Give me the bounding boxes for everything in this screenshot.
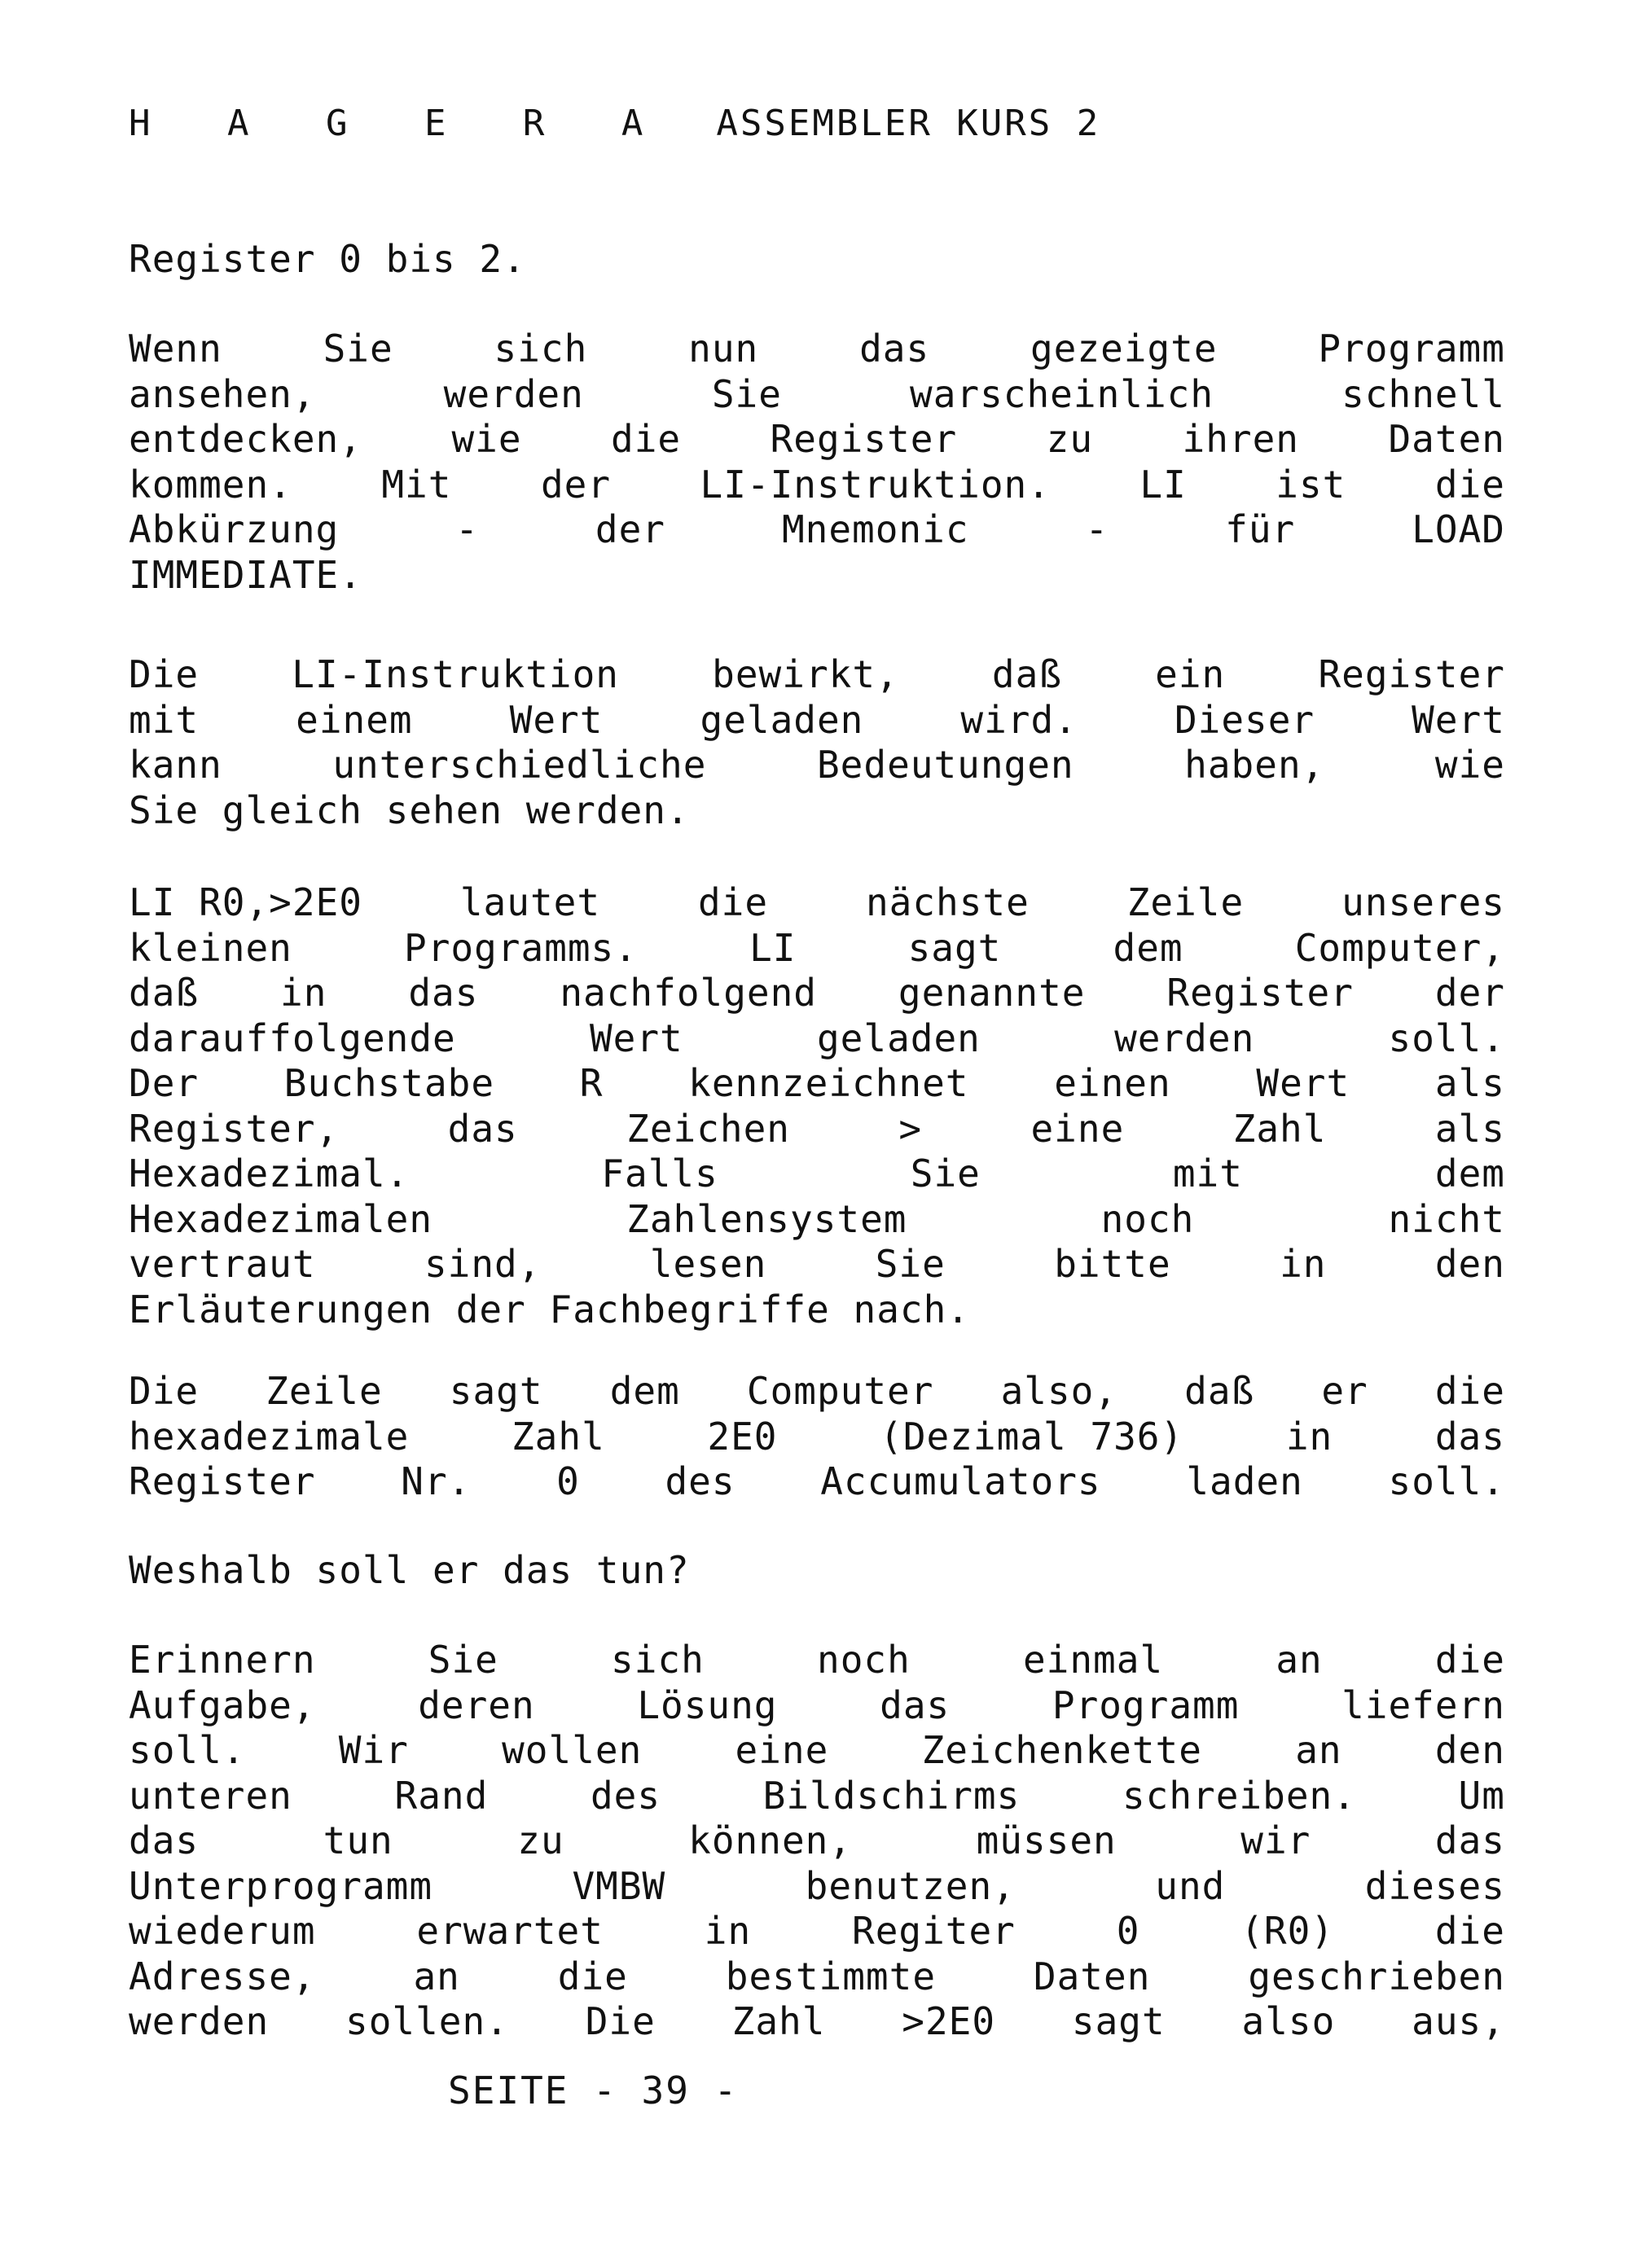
- word: wollen: [502, 1728, 643, 1772]
- word: noch: [817, 1638, 911, 1682]
- text-line: [129, 552, 1505, 598]
- word: (Dezimal 736): [880, 1415, 1184, 1459]
- word: nächste: [865, 880, 1030, 924]
- word: Wert: [509, 698, 604, 742]
- word: Computer: [746, 1369, 934, 1413]
- word: Die: [129, 652, 200, 696]
- word: 2E0: [707, 1415, 778, 1459]
- text-line: [129, 787, 1505, 833]
- word: für: [1225, 507, 1296, 551]
- text-line: [129, 1241, 1505, 1287]
- word: der: [1434, 971, 1505, 1015]
- word: Weshalb soll er das tun?: [129, 1548, 690, 1592]
- text-line: [129, 326, 1505, 371]
- word: wiederum: [129, 1909, 316, 1953]
- text-line: [129, 507, 1505, 552]
- word: Wert: [1256, 1061, 1350, 1105]
- text-line: [129, 1287, 1505, 1332]
- word: deren: [418, 1683, 535, 1727]
- text-line: [129, 1151, 1505, 1196]
- word: werden: [129, 1999, 270, 2043]
- word: genannte: [898, 971, 1086, 1015]
- word: -: [455, 507, 479, 551]
- word: Zeichen: [626, 1107, 790, 1151]
- word: wir: [1240, 1818, 1311, 1862]
- word: >: [898, 1107, 923, 1151]
- text-line: [129, 1459, 1505, 1504]
- word: bewirkt,: [712, 652, 899, 696]
- word: tun: [323, 1818, 393, 1862]
- word: das: [859, 327, 930, 371]
- text-line: [129, 371, 1505, 417]
- word: liefern: [1341, 1683, 1505, 1727]
- word: warscheinlich: [910, 372, 1214, 416]
- word: kennzeichnet: [688, 1061, 969, 1105]
- word: Mit: [381, 463, 452, 507]
- word: Aufgabe,: [129, 1683, 316, 1727]
- word: Zahlensystem: [626, 1197, 907, 1241]
- word: Erinnern: [129, 1638, 316, 1682]
- word: Zahl: [731, 1999, 826, 2043]
- word: geladen: [700, 698, 864, 742]
- word: Sie: [711, 372, 782, 416]
- word: Sie: [428, 1638, 498, 1682]
- word: sich: [611, 1638, 705, 1682]
- word: schnell: [1341, 372, 1505, 416]
- word: Register: [129, 1459, 316, 1503]
- word: dieses: [1364, 1864, 1505, 1908]
- text-line: [129, 925, 1505, 971]
- text-line: [129, 1106, 1505, 1152]
- word: in: [280, 971, 327, 1015]
- word: in: [704, 1909, 752, 1953]
- text-line: [129, 1368, 1505, 1414]
- word: also,: [1000, 1369, 1118, 1413]
- word: die: [557, 1954, 628, 1998]
- word: nachfolgend: [560, 971, 817, 1015]
- word: und: [1155, 1864, 1226, 1908]
- word: an: [1276, 1638, 1323, 1682]
- word: werden: [1114, 1016, 1255, 1060]
- word: LI: [749, 926, 797, 970]
- word: das: [408, 971, 479, 1015]
- word: Zahl: [511, 1415, 605, 1459]
- word: erwartet: [416, 1909, 604, 1953]
- word: können,: [688, 1818, 853, 1862]
- word: (R0): [1240, 1909, 1335, 1953]
- word: Die: [585, 1999, 656, 2043]
- text-line: [129, 1637, 1505, 1682]
- word: Mnemonic: [781, 507, 969, 551]
- word: Programms.: [404, 926, 638, 970]
- text-line: [129, 697, 1505, 743]
- word: daß: [991, 652, 1062, 696]
- text-line: [129, 416, 1505, 462]
- word: soll.: [1388, 1459, 1505, 1503]
- word: sagt: [1071, 1999, 1166, 2043]
- word: Zeichenkette: [921, 1728, 1202, 1772]
- word: des: [665, 1459, 735, 1503]
- word: Wir: [338, 1728, 409, 1772]
- word: einen: [1054, 1061, 1171, 1105]
- page-header: [129, 103, 1100, 144]
- word: unteren: [129, 1774, 292, 1818]
- word: sind,: [424, 1242, 542, 1286]
- word: ist: [1276, 463, 1346, 507]
- word: LOAD: [1412, 507, 1505, 551]
- word: haben,: [1184, 743, 1325, 787]
- word: Buchstabe: [283, 1061, 495, 1105]
- word: geladen: [816, 1016, 981, 1060]
- text-line: [129, 1060, 1505, 1106]
- word: LI-Instruktion.: [700, 463, 1051, 507]
- header-course-title: ASSEMBLER KURS 2: [716, 103, 1101, 144]
- word: Programm: [1318, 327, 1505, 371]
- word: das: [1434, 1818, 1505, 1862]
- word: Zeile: [1126, 880, 1245, 924]
- word: wird.: [960, 698, 1078, 742]
- word: laden: [1186, 1459, 1303, 1503]
- word: entdecken,: [129, 417, 362, 461]
- text-line: [129, 1682, 1505, 1728]
- word: Bedeutungen: [816, 743, 1074, 787]
- word: Adresse,: [129, 1954, 316, 1998]
- word: bitte: [1054, 1242, 1171, 1286]
- word: Bildschirms: [762, 1774, 1021, 1818]
- word: vertraut: [129, 1242, 316, 1286]
- word: sollen.: [345, 1999, 509, 2043]
- text-line: [129, 970, 1505, 1016]
- word: sagt: [907, 926, 1002, 970]
- word: IMMEDIATE.: [129, 553, 362, 597]
- word: VMBW: [572, 1864, 666, 1908]
- word: LI-Instruktion: [292, 652, 619, 696]
- word: das: [1434, 1415, 1505, 1459]
- text-line: [129, 1414, 1505, 1459]
- word: benutzen,: [805, 1864, 1016, 1908]
- word: Sie gleich sehen werden.: [129, 788, 690, 832]
- word: Sie: [875, 1242, 946, 1286]
- page-number: SEITE - 39 -: [448, 2068, 739, 2112]
- word: soll.: [1388, 1016, 1505, 1060]
- word: die: [1434, 1369, 1505, 1413]
- word: kann: [129, 743, 222, 787]
- word: Hexadezimal.: [129, 1152, 410, 1195]
- word: schreiben.: [1122, 1774, 1356, 1818]
- word: gezeigte: [1030, 327, 1218, 371]
- word: LI R0,>2E0: [129, 880, 362, 924]
- word: als: [1434, 1061, 1505, 1105]
- word: das: [880, 1683, 951, 1727]
- word: den: [1434, 1728, 1505, 1772]
- word: noch: [1100, 1197, 1195, 1241]
- word: wie: [451, 417, 522, 461]
- word: Abkürzung: [129, 507, 340, 551]
- word: bestimmte: [725, 1954, 937, 1998]
- word: an: [1295, 1728, 1342, 1772]
- word: Accumulators: [820, 1459, 1101, 1503]
- word: unseres: [1341, 880, 1505, 924]
- word: mit: [129, 698, 200, 742]
- word: Register: [1318, 652, 1505, 696]
- word: einmal: [1022, 1638, 1164, 1682]
- word: eine: [1030, 1107, 1125, 1151]
- word: ein: [1155, 652, 1226, 696]
- word: R: [579, 1061, 604, 1105]
- text-line: [129, 462, 1505, 507]
- word: also: [1241, 1999, 1336, 2043]
- word: wie: [1434, 743, 1505, 787]
- word: zu: [517, 1818, 564, 1862]
- word: Daten: [1033, 1954, 1151, 1998]
- word: Daten: [1388, 417, 1505, 461]
- text-line: [129, 880, 1505, 925]
- word: Wert: [1412, 698, 1505, 742]
- word: Zahl: [1232, 1107, 1327, 1151]
- text-line: [129, 742, 1505, 787]
- word: Regiter: [852, 1909, 1016, 1953]
- word: Register 0 bis 2.: [129, 237, 526, 281]
- word: er: [1321, 1369, 1368, 1413]
- word: soll.: [129, 1728, 246, 1772]
- word: Register,: [129, 1107, 340, 1151]
- word: Unterprogramm: [129, 1864, 433, 1908]
- text-line: [129, 1863, 1505, 1909]
- word: an: [413, 1954, 460, 1998]
- word: der: [595, 507, 665, 551]
- word: 0: [1116, 1909, 1140, 1953]
- word: der: [540, 463, 612, 507]
- word: Programm: [1052, 1683, 1240, 1727]
- word: 0: [556, 1459, 580, 1503]
- word: des: [590, 1774, 661, 1818]
- word: Der: [129, 1061, 200, 1105]
- word: Rand: [394, 1774, 489, 1818]
- word: die: [1434, 1638, 1505, 1682]
- word: >2E0: [902, 1999, 996, 2043]
- word: dem: [609, 1369, 680, 1413]
- text-line: [129, 1908, 1505, 1954]
- word: Lösung: [637, 1683, 778, 1727]
- word: Hexadezimalen: [129, 1197, 433, 1241]
- word: die: [1434, 463, 1505, 507]
- word: Register: [1166, 971, 1354, 1015]
- word: die: [1434, 1909, 1505, 1953]
- word: den: [1434, 1242, 1505, 1286]
- word: als: [1434, 1107, 1505, 1151]
- text-line: [129, 1016, 1505, 1061]
- word: Die: [129, 1369, 200, 1413]
- word: nun: [688, 327, 759, 371]
- word: geschrieben: [1248, 1954, 1505, 1998]
- word: Computer,: [1294, 926, 1505, 970]
- word: ihren: [1182, 417, 1299, 461]
- word: LI: [1139, 463, 1187, 507]
- word: Nr.: [401, 1459, 472, 1503]
- word: kleinen: [129, 926, 292, 970]
- word: das: [129, 1818, 200, 1862]
- word: dem: [1434, 1152, 1505, 1195]
- text-line: [129, 651, 1505, 697]
- text-line: [129, 1196, 1505, 1242]
- word: in: [1285, 1415, 1333, 1459]
- word: Zeile: [266, 1369, 383, 1413]
- word: sagt: [449, 1369, 543, 1413]
- text-line: [129, 236, 1505, 282]
- word: Register: [770, 417, 958, 461]
- text-line: [129, 1727, 1505, 1773]
- word: Sie: [323, 327, 393, 371]
- text-line: [129, 1773, 1505, 1818]
- word: Wenn: [129, 327, 222, 371]
- word: Falls: [601, 1152, 718, 1195]
- word: unterschiedliche: [332, 743, 707, 787]
- text-line: [129, 1954, 1505, 1999]
- word: nicht: [1388, 1197, 1505, 1241]
- header-brand: H A G E R A: [129, 103, 671, 144]
- word: Sie: [910, 1152, 981, 1195]
- word: lautet: [459, 880, 601, 924]
- word: hexadezimale: [129, 1415, 410, 1459]
- text-line: [129, 1547, 1505, 1593]
- word: die: [611, 417, 682, 461]
- word: ansehen,: [129, 372, 316, 416]
- word: werden: [443, 372, 584, 416]
- word: die: [697, 880, 769, 924]
- word: mit: [1172, 1152, 1243, 1195]
- word: aus,: [1412, 1999, 1505, 2043]
- word: Um: [1458, 1774, 1505, 1818]
- word: das: [447, 1107, 518, 1151]
- word: Dieser: [1174, 698, 1315, 742]
- word: daß: [129, 971, 200, 1015]
- text-line: [129, 1818, 1505, 1863]
- word: eine: [735, 1728, 829, 1772]
- word: daß: [1184, 1369, 1255, 1413]
- word: Wert: [589, 1016, 683, 1060]
- word: Erläuterungen der Fachbegriffe nach.: [129, 1288, 970, 1331]
- word: einem: [296, 698, 413, 742]
- word: müssen: [976, 1818, 1117, 1862]
- word: dem: [1113, 926, 1183, 970]
- word: sich: [494, 327, 588, 371]
- word: in: [1280, 1242, 1327, 1286]
- word: zu: [1046, 417, 1094, 461]
- word: darauffolgende: [129, 1016, 456, 1060]
- word: kommen.: [129, 463, 292, 507]
- word: lesen: [649, 1242, 767, 1286]
- text-line: [129, 1998, 1505, 2044]
- word: -: [1085, 507, 1109, 551]
